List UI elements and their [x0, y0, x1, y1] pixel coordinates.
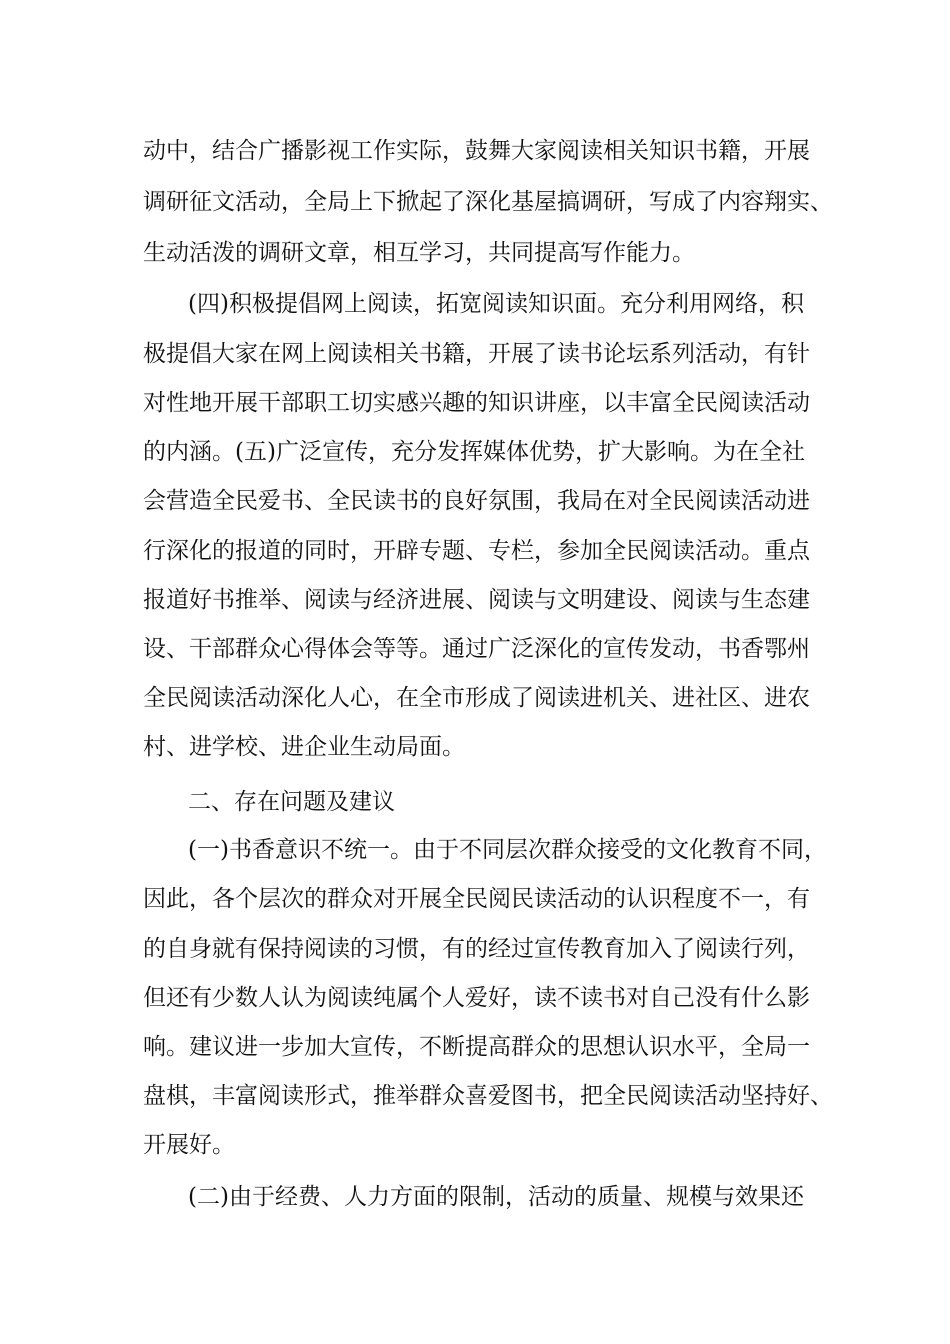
paragraph-line: 响。建议进一步加大宣传，不断提高群众的思想认识水平，全局一 [143, 1034, 810, 1060]
paragraph-line: 会营造全民爱书、全民读书的良好氛围，我局在对全民阅读活动进 [143, 488, 810, 514]
paragraph-line: 对性地开展干部职工切实感兴趣的知识讲座，以丰富全民阅读活动 [143, 390, 810, 416]
paragraph-line: 盘棋，丰富阅读形式，推举群众喜爱图书，把全民阅读活动坚持好、 [143, 1083, 833, 1109]
paragraph-line: 报道好书推举、阅读与经济进展、阅读与文明建设、阅读与生态建 [143, 587, 810, 613]
paragraph-line: (二)由于经费、人力方面的限制，活动的质量、规模与效果还 [188, 1184, 804, 1210]
paragraph-line: 开展好。 [143, 1132, 235, 1158]
paragraph-line: 设、干部群众心得体会等等。通过广泛深化的宣传发动，书香鄂州 [143, 636, 810, 662]
paragraph-line: 生动活泼的调研文章，相互学习，共同提高写作能力。 [143, 240, 695, 266]
paragraph-line: 动中，结合广播影视工作实际，鼓舞大家阅读相关知识书籍，开展 [143, 138, 810, 164]
paragraph-line: 因此，各个层次的群众对开展全民阅民读活动的认识程度不一，有 [143, 886, 810, 912]
paragraph-line: 但还有少数人认为阅读纯属个人爱好，读不读书对自己没有什么影 [143, 985, 810, 1011]
paragraph-line: 调研征文活动，全局上下掀起了深化基屋搞调研，写成了内容翔实、 [143, 189, 833, 215]
paragraph-line: 全民阅读活动深化人心，在全市形成了阅读进机关、进社区、进农 [143, 685, 810, 711]
paragraph-line: 行深化的报道的同时，开辟专题、专栏，参加全民阅读活动。重点 [143, 538, 810, 564]
paragraph-line: (四)积极提倡网上阅读，拓宽阅读知识面。充分利用网络，积 [188, 291, 804, 317]
section-heading: 二、存在问题及建议 [188, 789, 395, 815]
paragraph-line: 的内涵。(五)广泛宣传，充分发挥媒体优势，扩大影响。为在全社 [143, 439, 805, 465]
paragraph-line: 的自身就有保持阅读的习惯，有的经过宣传教育加入了阅读行列， [143, 936, 810, 962]
paragraph-line: 极提倡大家在网上阅读相关书籍，开展了读书论坛系列活动，有针 [143, 341, 810, 367]
paragraph-line: (一)书香意识不统一。由于不同层次群众接受的文化教育不同， [188, 837, 827, 863]
paragraph-line: 村、进学校、进企业生动局面。 [143, 734, 465, 760]
